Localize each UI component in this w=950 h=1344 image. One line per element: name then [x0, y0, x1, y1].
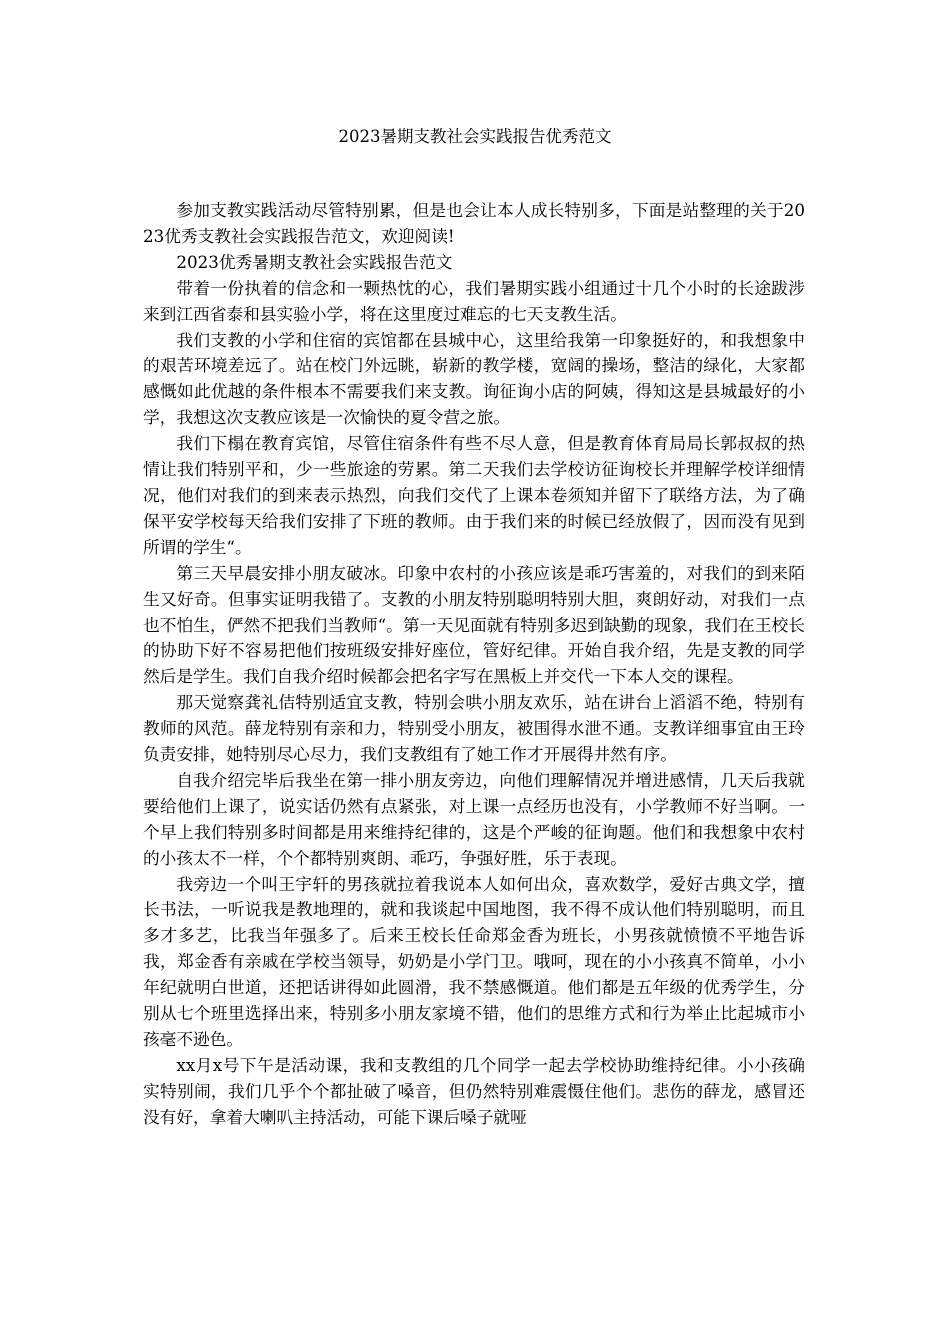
paragraph-subtitle: 2023优秀暑期支教社会实践报告范文 — [176, 251, 453, 272]
document-body — [143, 198, 805, 1131]
paragraph: 我们下榻在教育宾馆，尽管住宿条件有些不尽人意，但是教育体育局局长郭叔叔的热情让我们特别平和，少一些旅途的劳累。第二天我们去学校访征询校长并理解学校详细情况，他们对我们的到来表示热烈，向我们交代了上课本卷须知并留下了联络方法，为了确保平安学校每天给我们安排了下班的教师。由于我们来的时候已经放假了，因而没有见到所谓的学生“。 — [143, 433, 805, 557]
paragraph: 我们支教的小学和住宿的宾馆都在县城中心，这里给我第一印象挺好的，和我想象中的艰苦环境差远了。站在校门外远眺，崭新的教学楼，宽阔的操场，整洁的绿化，大家都感慨如此优越的条件根本不需要我们来支教。询征询小店的阿姨，得知这是县城最好的小学，我想这次支教应该是一次愉快的夏令营之旅。 — [143, 329, 805, 428]
paragraph: 自我介绍完毕后我坐在第一排小朋友旁边，向他们理解情况并增进感情，几天后我就要给他们上课了，说实话仍然有点紧张，对上课一点经历也没有，小学教师不好当啊。一个早上我们特别多时间都是用来维持纪律的，这是个严峻的征询题。他们和我想象中农村的小孩太不一样，个个都特别爽朗、乖巧，争强好胜，乐于表现。 — [143, 769, 805, 868]
paragraph: 第三天早晨安排小朋友破冰。印象中农村的小孩应该是乖巧害羞的，对我们的到来陌生又好奇。但事实证明我错了。支教的小朋友特别聪明特别大胆，爽朗好动，对我们一点也不怕生，俨然不把我们当教师“。第一天见面就有特别多迟到缺勤的现象，我们在王校长的协助下好不容易把他们按班级安排好座位，管好纪律。开始自我介绍，先是支教的同学然后是学生。我们自我介绍时候都会把名字写在黑板上并交代一下本人交的课程。 — [143, 562, 805, 687]
paragraph: 带着一份执着的信念和一颗热忱的心，我们暑期实践小组通过十几个小时的长途跋涉来到江西省泰和县实验小学，将在这里度过难忘的七天支教生活。 — [143, 277, 805, 324]
paragraph: 我旁边一个叫王宇轩的男孩就拉着我说本人如何出众，喜欢数学，爱好古典文学，擅长书法，一听说我是教地理的，就和我谈起中国地图，我不得不成认他们特别聪明，而且多才多艺，比我当年强多了。后来王校长任命郑金香为班长，小男孩就愤愤不平地告诉我，郑金香有亲戚在学校当领导，奶奶是小学门卫。哦呵，现在的小小孩真不简单，小小年纪就明白世道，还把话讲得如此圆滑，我不禁感慨道。他们都是五年级的优秀学生，分别从七个班里选择出来，特别多小朋友家境不错，他们的思维方式和行为举止比起城市小孩毫不逊色。 — [143, 873, 805, 1049]
paragraph: 那天觉察龚礼佶特别适宜支教，特别会哄小朋友欢乐，站在讲台上滔滔不绝，特别有教师的风范。薛龙特别有亲和力，特别受小朋友，被围得水泄不通。支教详细事宜由王玲负责安排，她特别尽心尽力，我们支教组有了她工作才开展得井然有序。 — [143, 692, 805, 765]
paragraph-intro: 参加支教实践活动尽管特别累，但是也会让本人成长特别多，下面是站整理的关于2023优秀支教社会实践报告范文，欢迎阅读! — [143, 200, 805, 246]
paragraph: xx月x号下午是活动课，我和支教组的几个同学一起去学校协助维持纪律。小小孩确实特别闹，我们几乎个个都扯破了嗓音，但仍然特别难震慑住他们。悲伤的薛龙，感冒还没有好，拿着大喇叭主持活动，可能下课后嗓子就哑 — [143, 1054, 805, 1127]
document-title: 2023暑期支教社会实践报告优秀范文 — [338, 127, 612, 146]
